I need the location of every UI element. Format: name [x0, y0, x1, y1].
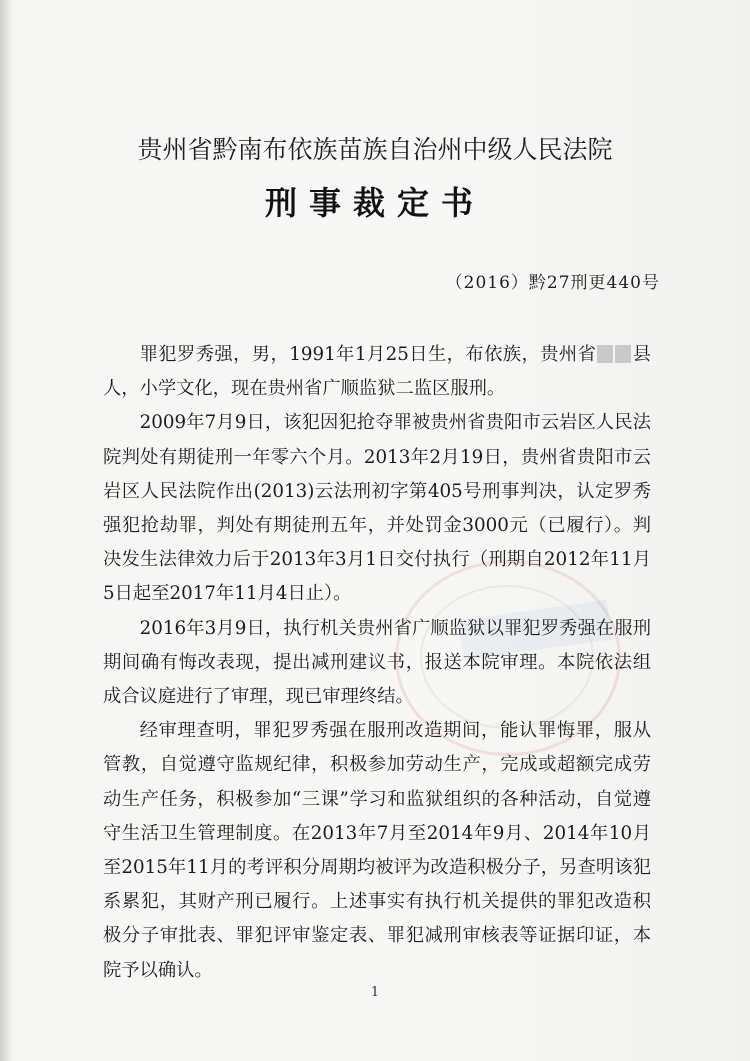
paragraph-defendant-info-start: 罪犯罗秀强，男，1991年1月25日生，布依族，贵州省 [139, 344, 597, 365]
redaction-block [597, 345, 613, 363]
document-body [103, 338, 651, 988]
redaction-block [615, 345, 631, 363]
paragraph-findings: 经审理查明，罪犯罗秀强在服刑改造期间，能认罪悔罪，服从管教，自觉遵守监规纪律，积极参加劳动生产，完成或超额完成劳动生产任务，积极参加“三课”学习和监狱组织的各种活动，自觉遵守生活卫生管理制度。在2013年7月至2014年9月、2014年10月至2015年11月的考评积分周期均被评为改造积极分子，另查明该犯系累犯，其财产刑已履行。上述事实有执行机关提供的罪犯改造积极分子审批表、罪犯评审鉴定表、罪犯减刑审核表等证据印证，本院予以确认。 [103, 720, 651, 981]
case-number: （2016）黔27刑更440号 [445, 273, 660, 293]
page-number: 1 [370, 985, 380, 1000]
document-title: 刑事裁定书 [264, 184, 485, 222]
paragraph-criminal-history: 2009年7月9日，该犯因犯抢夺罪被贵州省贵阳市云岩区人民法院判处有期徒刑一年零六个月。2013年2月19日，贵州省贵阳市云岩区人民法院作出(2013)云法刑初字第405号刑事判决，认定罗秀强犯抢劫罪，判处有期徒刑五年，并处罚金3000元（已履行）。判决发生法律效力后于2013年3月1日交付执行（刑期自2012年11月5日起至2017年11月4日止）。 [103, 412, 651, 605]
paragraph-defendant-info [103, 338, 651, 406]
court-name: 贵州省黔南布依族苗族自治州中级人民法院 [137, 135, 613, 164]
paragraph-commutation-proposal: 2016年3月9日，执行机关贵州省广顺监狱以罪犯罗秀强在服刑期间确有悔改表现，提出减刑建议书，报送本院审理。本院依法组成合议庭进行了审理，现已审理终结。 [103, 617, 651, 708]
paragraph-defendant-info-end: 县人，小学文化，现在贵州省广顺监狱二监区服刑。 [103, 344, 651, 400]
